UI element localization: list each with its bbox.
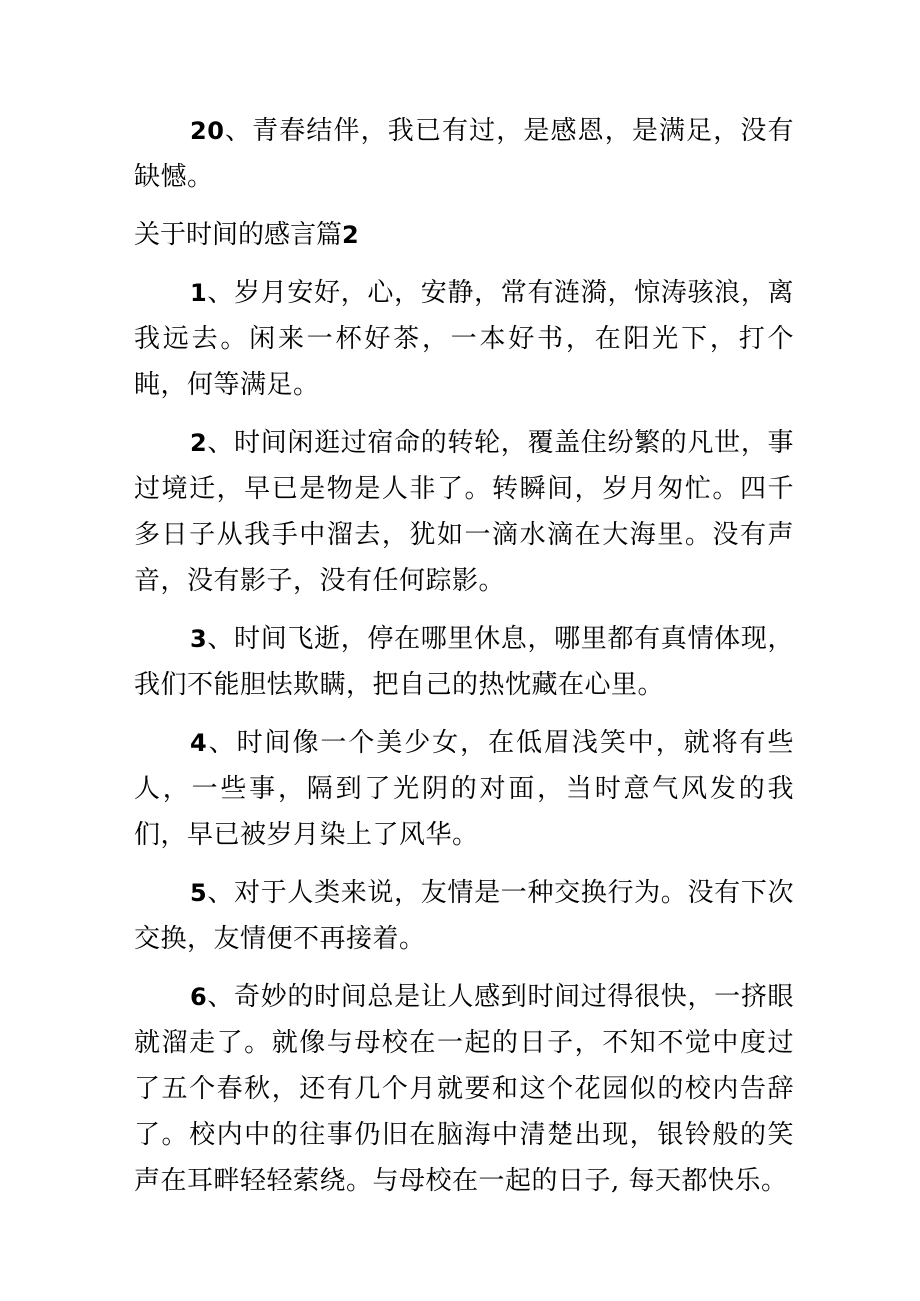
section-heading-number: 2 xyxy=(342,221,359,249)
item-text: 、青春结伴，我已有过，是感恩，是满足，没有缺憾。 xyxy=(134,116,794,192)
item-number: 4 xyxy=(190,729,208,757)
item-number: 2 xyxy=(190,429,208,457)
list-item xyxy=(134,720,794,858)
item-text: 、时间飞逝，停在哪里休息，哪里都有真情体现，我们不能胆怯欺瞒，把自己的热忱藏在心里。 xyxy=(134,624,794,700)
item-text: 、奇妙的时间总是让人感到时间过得很快，一挤眼就溜走了。就像与母校在一起的日子，不知不觉中度过了五个春秋，还有几个月就要和这个花园似的校内告辞了。校内中的往事仍旧在脑海中清楚出现，银铃般的笑声在耳畔轻轻萦绕。与母校在一起的日子, 每天都快乐。 xyxy=(134,982,794,1196)
item-number: 3 xyxy=(190,625,208,653)
list-item xyxy=(134,974,794,1204)
list-item xyxy=(134,270,794,408)
list-item xyxy=(134,870,794,962)
item-text: 、岁月安好，心，安静，常有涟漪，惊涛骇浪，离我远去。闲来一杯好茶，一本好书，在阳光下，打个盹，何等满足。 xyxy=(134,278,794,400)
list-item xyxy=(134,108,794,200)
list-item xyxy=(134,616,794,708)
section-heading xyxy=(134,212,794,258)
item-number: 6 xyxy=(190,983,208,1011)
item-number: 20 xyxy=(190,117,225,145)
item-text: 、时间闲逛过宿命的转轮，覆盖住纷繁的凡世，事过境迁，早已是物是人非了。转瞬间，岁月匆忙。四千多日子从我手中溜去，犹如一滴水滴在大海里。没有声音，没有影子，没有任何踪影。 xyxy=(134,428,794,596)
item-number: 5 xyxy=(190,879,208,907)
item-text: 、对于人类来说，友情是一种交换行为。没有下次交换，友情便不再接着。 xyxy=(134,878,794,954)
document-body xyxy=(134,108,794,1216)
item-number: 1 xyxy=(190,279,208,307)
section-heading-text: 关于时间的感言篇 xyxy=(134,220,343,250)
list-item xyxy=(134,420,794,604)
item-text: 、时间像一个美少女，在低眉浅笑中，就将有些人，一些事，隔到了光阴的对面，当时意气风发的我们，早已被岁月染上了风华。 xyxy=(134,728,794,850)
